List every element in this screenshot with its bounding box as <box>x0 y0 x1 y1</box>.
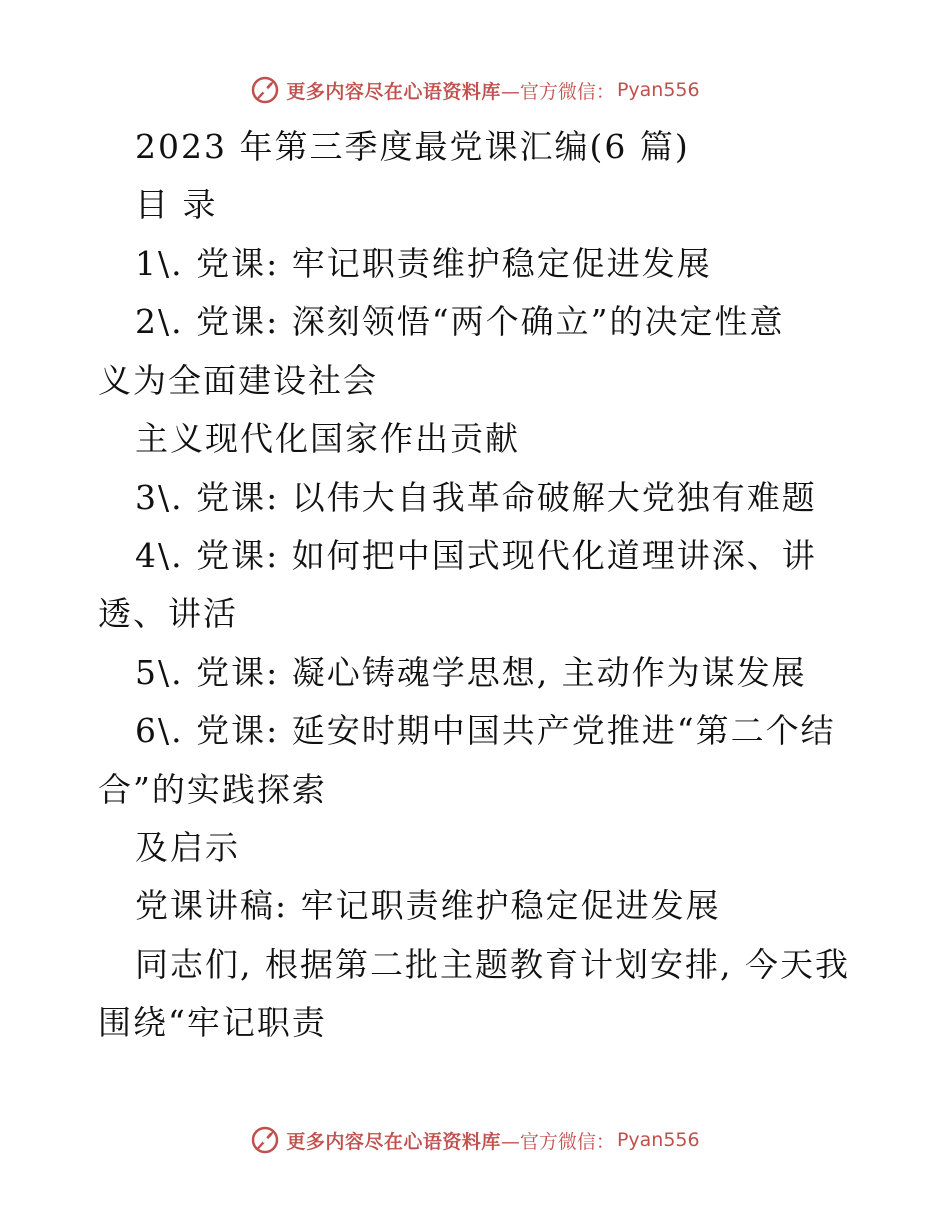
toc-item: 义为全面建设社会 <box>98 361 378 400</box>
toc-item: 1\. 党课: 牢记职责维护稳定促进发展 <box>135 244 712 283</box>
section-heading: 党课讲稿: 牢记职责维护稳定促进发展 <box>135 886 721 925</box>
document-title: 2023 年第三季度最党课汇编(6 篇) <box>135 127 690 166</box>
watermark-main-text: 更多内容尽在心语资料库 <box>286 80 501 103</box>
toc-heading: 目 录 <box>135 185 218 224</box>
toc-item: 5\. 党课: 凝心铸魂学思想, 主动作为谋发展 <box>135 653 807 692</box>
toc-item: 2\. 党课: 深刻领悟“两个确立”的决定性意 <box>135 302 785 341</box>
watermark-wechat-id: Pyan556 <box>616 79 700 101</box>
body-paragraph-line: 同志们, 根据第二批主题教育计划安排, 今天我 <box>135 945 850 984</box>
toc-item: 及启示 <box>135 828 240 867</box>
watermark-wechat-label: —官方微信： <box>500 80 615 103</box>
header-watermark <box>0 70 950 110</box>
footer-watermark <box>0 1120 950 1160</box>
toc-item: 4\. 党课: 如何把中国式现代化道理讲深、讲 <box>135 536 817 575</box>
toc-item: 合”的实践探索 <box>98 770 327 809</box>
toc-item: 主义现代化国家作出贡献 <box>135 419 520 458</box>
watermark-main-text: 更多内容尽在心语资料库 <box>286 1130 501 1153</box>
toc-item: 6\. 党课: 延安时期中国共产党推进“第二个结 <box>135 711 836 750</box>
watermark-wechat-id: Pyan556 <box>616 1129 700 1151</box>
watermark-wechat-label: —官方微信： <box>500 1130 615 1153</box>
body-paragraph-line: 围绕“牢记职责 <box>98 1003 327 1042</box>
toc-item: 3\. 党课: 以伟大自我革命破解大党独有难题 <box>135 478 817 517</box>
quill-pen-circle-icon <box>250 75 280 105</box>
quill-pen-circle-icon <box>250 1125 280 1155</box>
toc-item: 透、讲活 <box>98 594 238 633</box>
